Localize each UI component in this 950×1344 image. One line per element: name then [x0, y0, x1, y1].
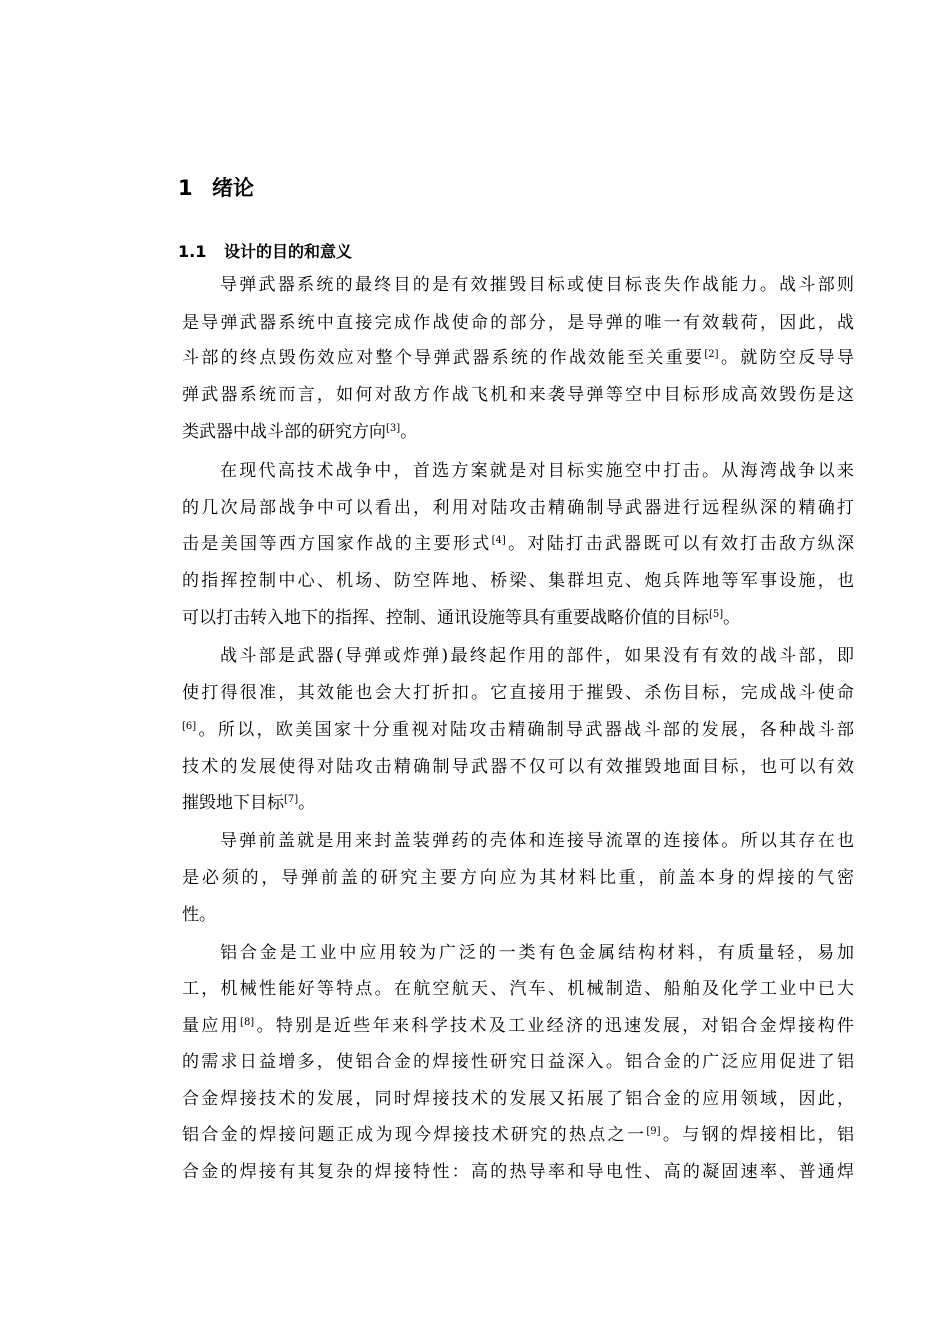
body-line — [182, 348, 854, 368]
line-text-after-ref: 。与钢的焊接相比，铝 — [660, 1125, 854, 1145]
body-line — [220, 646, 854, 666]
body-line — [182, 385, 854, 405]
body-line — [182, 683, 854, 703]
body-line — [182, 1125, 854, 1145]
chapter-title-text: 绪论 — [212, 176, 254, 200]
section-number: 1.1 — [178, 242, 207, 261]
body-line — [182, 534, 854, 554]
body-line — [182, 498, 854, 518]
citation-ref: [7] — [284, 794, 299, 805]
body-line — [182, 979, 854, 999]
body-line — [182, 608, 854, 628]
citation-ref: [9] — [646, 1126, 661, 1137]
body-line — [182, 905, 854, 925]
citation-ref: [6] — [182, 721, 197, 732]
line-text: 技术的发展使得对陆攻击精确制导武器不仅可以有效摧毁地面目标，也可以有效 — [182, 757, 854, 777]
chapter-number: 1 — [178, 176, 193, 200]
line-text: 是必须的，导弹前盖的研究主要方向应为其材料比重，前盖本身的焊接的气密 — [182, 868, 854, 888]
body-line — [182, 1162, 854, 1182]
citation-ref: [2] — [704, 349, 719, 360]
line-text-after-ref: 。对陆打击武器既可以有效打击敌方纵深 — [505, 534, 854, 554]
line-text-after-ref: 。 — [298, 793, 316, 813]
section-heading — [178, 239, 352, 262]
line-text: 类武器中战斗部的研究方向 — [182, 422, 386, 442]
line-text: 量应用 — [182, 1016, 241, 1036]
section-title-text: 设计的目的和意义 — [224, 242, 353, 261]
body-line — [182, 1089, 854, 1109]
line-text: 在现代高技术战争中，首选方案就是对目标实施空中打击。从海湾战争以来 — [220, 461, 854, 481]
line-text: 是导弹武器系统中直接完成作战使命的部分，是导弹的唯一有效载荷，因此，战 — [182, 313, 854, 333]
line-text: 的指挥控制中心、机场、防空阵地、桥梁、集群坦克、炮兵阵地等军事设施，也 — [182, 571, 854, 591]
line-text-after-ref: 。就防空反导导 — [718, 348, 854, 368]
citation-ref: [3] — [386, 423, 401, 434]
line-text: 的需求日益增多，使铝合金的焊接性研究日益深入。铝合金的广泛应用促进了铝 — [182, 1052, 854, 1072]
body-line — [220, 275, 854, 295]
line-text: 铝合金是工业中应用较为广泛的一类有色金属结构材料，有质量轻，易加 — [220, 943, 854, 963]
line-text: 合金的焊接有其复杂的焊接特性：高的热导率和导电性、高的凝固速率、普通焊 — [182, 1162, 854, 1182]
line-text: 导弹武器系统的最终目的是有效摧毁目标或使目标丧失作战能力。战斗部则 — [220, 275, 854, 295]
line-text: 性。 — [182, 905, 216, 925]
body-line — [182, 1052, 854, 1072]
line-text-after-ref: 。 — [400, 422, 418, 442]
line-text-after-ref: 。所以，欧美国家十分重视对陆攻击精确制导武器战斗部的发展，各种战斗部 — [196, 720, 854, 740]
chapter-heading — [178, 172, 254, 202]
body-line — [182, 868, 854, 888]
line-text: 击是美国等西方国家作战的主要形式 — [182, 534, 492, 554]
citation-ref: [5] — [709, 609, 724, 620]
body-line — [182, 571, 854, 591]
line-text: 战斗部是武器(导弹或炸弹)最终起作用的部件，如果没有有效的战斗部，即 — [220, 646, 854, 666]
line-text: 弹武器系统而言，如何对敌方作战飞机和来袭导弹等空中目标形成高效毁伤是这 — [182, 385, 854, 405]
line-text: 工，机械性能好等特点。在航空航天、汽车、机械制造、船舶及化学工业中已大 — [182, 979, 854, 999]
body-line — [182, 313, 854, 333]
line-text-after-ref: 。特别是近些年来科学技术及工业经济的迅速发展，对铝合金焊接构件 — [254, 1016, 854, 1036]
line-text: 合金焊接技术的发展，同时焊接技术的发展又拓展了铝合金的应用领域，因此， — [182, 1089, 854, 1109]
body-line — [220, 943, 854, 963]
body-line — [220, 831, 854, 851]
citation-ref: [4] — [491, 535, 506, 546]
body-line — [182, 422, 854, 442]
line-text: 使打得很准，其效能也会大打折扣。它直接用于摧毁、杀伤目标，完成战斗使命 — [182, 683, 854, 703]
line-text: 导弹前盖就是用来封盖装弹药的壳体和连接导流罩的连接体。所以其存在也 — [220, 831, 854, 851]
line-text: 的几次局部战争中可以看出，利用对陆攻击精确制导武器进行远程纵深的精确打 — [182, 498, 854, 518]
body-line — [182, 1016, 854, 1036]
line-text: 铝合金的焊接问题正成为现今焊接技术研究的热点之一 — [182, 1125, 647, 1145]
body-line — [182, 720, 854, 740]
body-line — [220, 461, 854, 481]
line-text: 斗部的终点毁伤效应对整个导弹武器系统的作战效能至关重要 — [182, 348, 705, 368]
line-text: 摧毁地下目标 — [182, 793, 284, 813]
line-text: 可以打击转入地下的指挥、控制、通讯设施等具有重要战略价值的目标 — [182, 608, 709, 628]
citation-ref: [8] — [240, 1017, 255, 1028]
body-line — [182, 757, 854, 777]
line-text-after-ref: 。 — [723, 608, 741, 628]
body-line — [182, 793, 854, 813]
